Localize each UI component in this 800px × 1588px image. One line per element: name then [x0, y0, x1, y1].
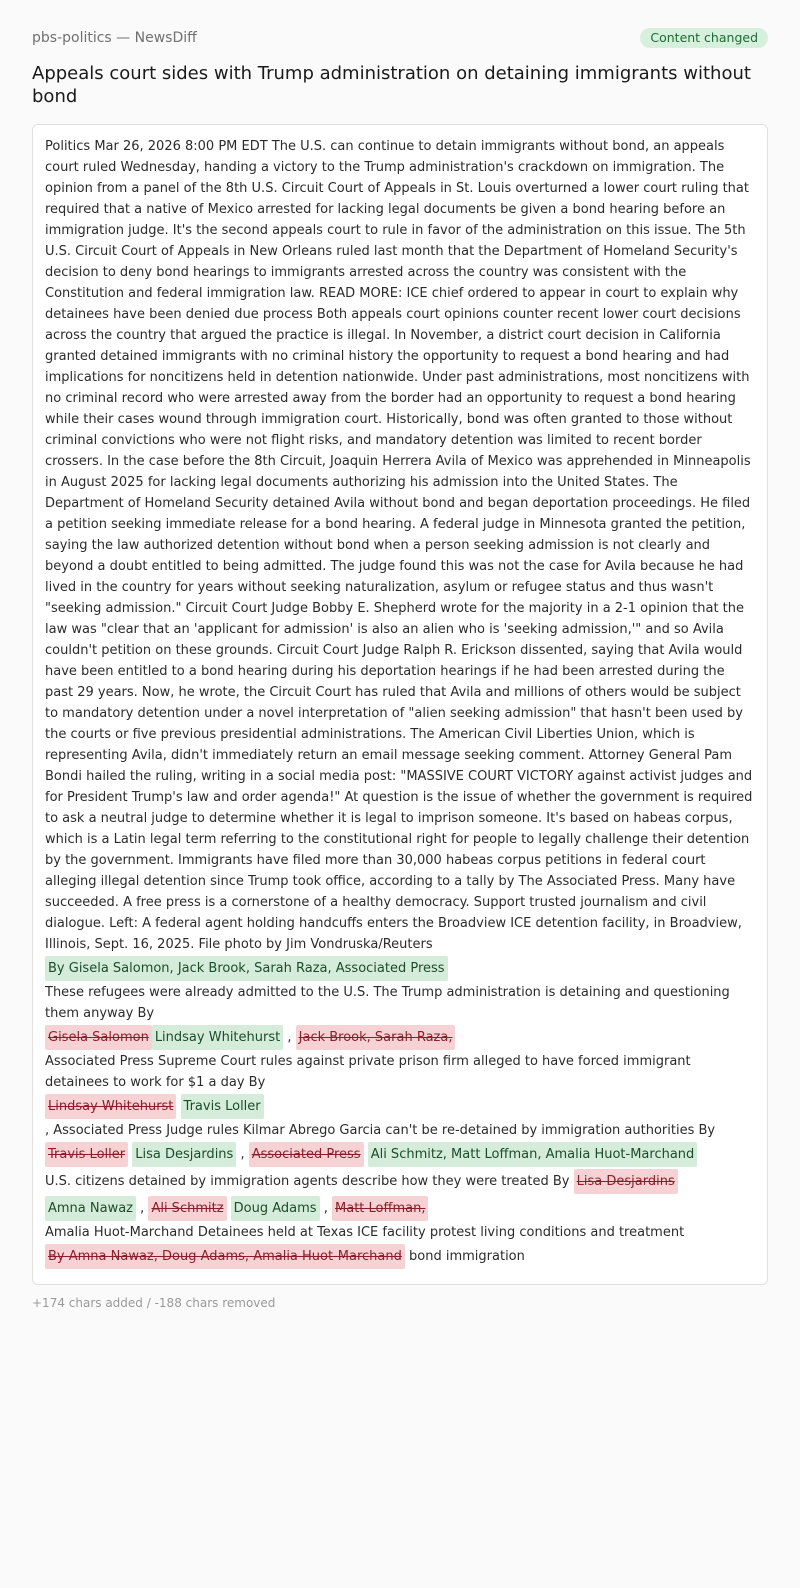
added-text: Ali Schmitz, Matt Loffman, Amalia Huot-Marchand	[368, 1142, 698, 1167]
separator-text: ,	[323, 1201, 328, 1216]
diff-line-6: , Associated Press Judge rules Kilmar Abrego Garcia can't be re-detained by immigration authorities By	[45, 1123, 716, 1138]
article-body: Politics Mar 26, 2026 8:00 PM EDT The U.S. can continue to detain immigrants without bond, an appeals court ruled Wednesday, handing a victory to the Trump administration's crackdown on immigration. The opinion from a panel of the 8th U.S. Circuit Court of Appeals in St. Louis overturned a lower court ruling that required that a native of Mexico arrested for lacking legal documents be given a bond hearing before an immigration judge. It's the second appeals court to rule in favor of the administration on this issue. The 5th U.S. Circuit Court of Appeals in New Orleans ruled last month that the Department of Homeland Security's decision to deny bond hearings to immigrants arrested across the country was consistent with the Constitution and federal immigration law. READ MORE: ICE chief ordered to appear in court to explain why detainees have been denied due process Both appeals court opinions counter recent lower court decisions across the country that argued the practice is illegal. In November, a district court decision in California granted detained immigrants with no criminal history the opportunity to request a bond hearing and had implications for noncitizens held in detention nationwide. Under past administrations, most noncitizens with no criminal record who were arrested away from the border had an opportunity to request a bond hearing while their cases wound through immigration court. Historically, bond was often granted to those without criminal convictions who were not flight risks, and mandatory detention was limited to recent border crossers. In the case before the 8th Circuit, Joaquin Herrera Avila of Mexico was apprehended in Minneapolis in August 2025 for lacking legal documents authorizing his admission into the United States. The Department of Homeland Security detained Avila without bond and began deportation proceedings. He filed a petition seeking immediate release for a bond hearing. A federal judge in Minnesota granted the petition, saying the law authorized detention without bond when a person seeking admission is not clearly and beyond a doubt entitled to being admitted. The judge found this was not the case for Avila because he had lived in the country for years without seeking naturalization, asylum or refugee status and thus wasn't "seeking admission." Circuit Court Judge Bobby E. Shepherd wrote for the majority in a 2-1 opinion that the law was "clear that an 'applicant for admission' is also an alien who is 'seeking admission,'" and so Avila couldn't petition on these grounds. Circuit Court Judge Ralph R. Erickson dissented, saying that Avila would have been entitled to a bond hearing during his deportation hearings if he had been arrested during the past 29 years. Now, he wrote, the Circuit Court has ruled that Avila and millions of others would be subject to mandatory detention under a novel interpretation of "alien seeking admission" that hasn't been used by the courts or five previous presidential administrations. The American Civil Liberties Union, which is representing Avila, didn't immediately return an email message seeking comment. Attorney General Pam Bondi hailed the ruling, writing in a social media post: "MASSIVE COURT VICTORY against activist judges and for President Trump's law and order agenda!" At question is the issue of whether the government is required to ask a neutral judge to determine whether it is legal to imprison someone. It's based on habeas corpus, which is a Latin legal term referring to the constitutional right for people to legally challenge their detention by the government. Immigrants have filed more than 30,000 habeas corpus petitions in federal court alleging illegal detention since Trump took office, according to a tally by The Associated Press. Many have succeeded. A free press is a cornerstone of a healthy democracy. Support trusted journalism and civil dialogue. Left: A federal agent holding handcuffs enters the Broadview ICE detention facility, in Broadview, Illinois, Sept. 16, 2025. File photo by Jim Vondruska/Reuters	[45, 139, 753, 952]
diff-line-10: Amalia Huot-Marchand Detainees held at Texas ICE facility protest living conditions and treatment	[45, 1225, 685, 1240]
top-bar	[32, 26, 768, 50]
diff-line-5	[45, 1093, 755, 1120]
removed-text: Associated Press	[249, 1142, 364, 1167]
removed-text: Matt Loffman,	[332, 1196, 428, 1221]
diff-text: bond immigration	[409, 1249, 525, 1264]
separator-text: ,	[240, 1147, 245, 1162]
added-text: Amna Nawaz	[45, 1196, 136, 1221]
diff-text: U.S. citizens detained by immigration agents describe how they were treated By	[45, 1174, 570, 1189]
diff-line-4: Associated Press Supreme Court rules against private prison firm alleged to have forced immigrant detainees to work for $1 a day By	[45, 1054, 691, 1090]
added-text: Travis Loller	[181, 1094, 264, 1119]
removed-text: Gisela Salomon	[45, 1025, 152, 1050]
diff-line-2: These refugees were already admitted to the U.S. The Trump administration is detaining and questioning them anyway By	[45, 985, 730, 1021]
diff-line-1	[45, 955, 755, 982]
removed-text: Lisa Desjardins	[574, 1169, 678, 1194]
added-text: Lindsay Whitehurst	[152, 1025, 283, 1050]
diff-line-11	[45, 1243, 755, 1270]
diff-stats: +174 chars added / -188 chars removed	[32, 1296, 276, 1310]
diff-line-7	[45, 1141, 755, 1168]
diff-card	[32, 124, 768, 1285]
separator-text: ,	[140, 1201, 145, 1216]
source-label: pbs-politics — NewsDiff	[32, 30, 197, 46]
added-text: By Gisela Salomon, Jack Brook, Sarah Raza, Associated Press	[45, 956, 448, 981]
removed-text: Lindsay Whitehurst	[45, 1094, 176, 1119]
removed-text: Travis Loller	[45, 1142, 128, 1167]
separator-text: ,	[287, 1030, 292, 1045]
diff-line-8	[45, 1168, 755, 1195]
article-title: Appeals court sides with Trump administration on detaining immigrants without bond	[32, 63, 751, 107]
added-text: Doug Adams	[231, 1196, 320, 1221]
removed-text: By Amna Nawaz, Doug Adams, Amalia Huot-Marchand	[45, 1244, 405, 1269]
diff-line-9	[45, 1195, 755, 1222]
status-badge: Content changed	[640, 28, 768, 48]
removed-text: Ali Schmitz	[148, 1196, 226, 1221]
added-text: Lisa Desjardins	[132, 1142, 236, 1167]
removed-text: Jack Brook, Sarah Raza,	[296, 1025, 456, 1050]
diff-line-3	[45, 1024, 755, 1051]
